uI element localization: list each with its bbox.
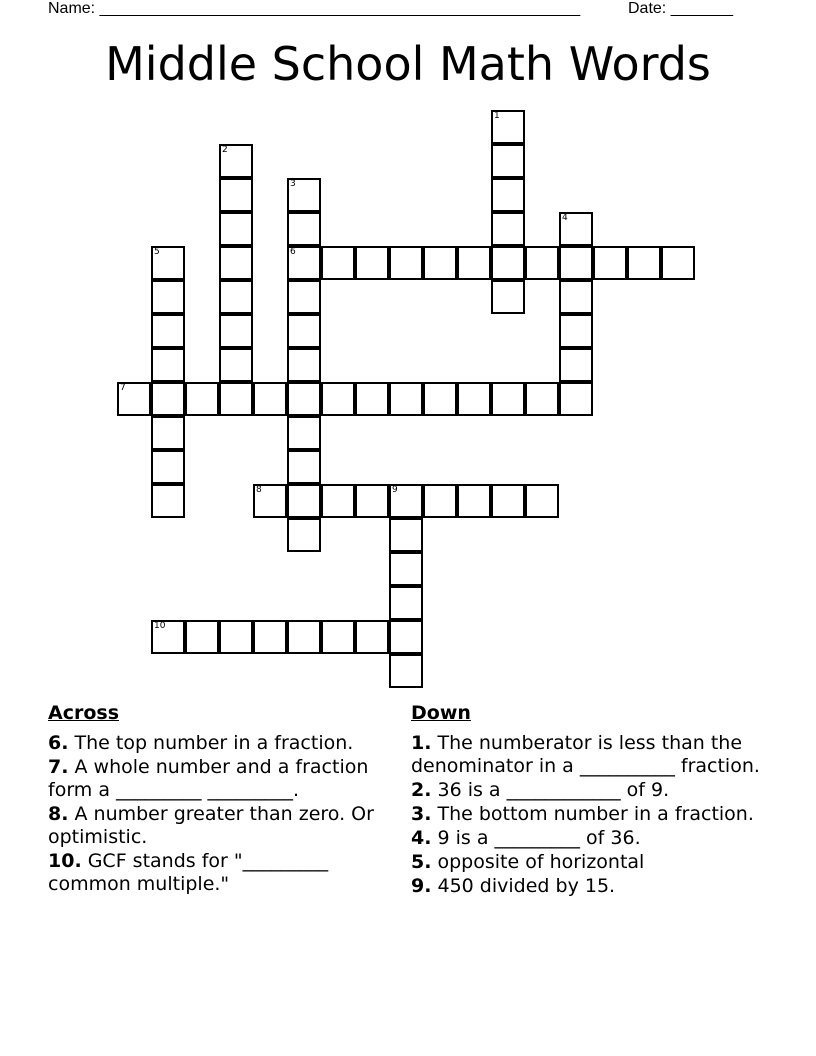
grid-cell[interactable] xyxy=(389,484,423,518)
grid-cell[interactable] xyxy=(491,280,525,314)
name-field-label: Name: ______________________________________________________ xyxy=(48,0,581,17)
page-title: Middle School Math Words xyxy=(105,37,711,91)
grid-cell[interactable] xyxy=(287,314,321,348)
grid-cell[interactable] xyxy=(219,620,253,654)
grid-cell[interactable] xyxy=(287,416,321,450)
grid-cell[interactable] xyxy=(389,586,423,620)
grid-cell[interactable] xyxy=(389,382,423,416)
grid-cell[interactable] xyxy=(151,382,185,416)
clue-down-4: 4. 9 is a _________ of 36. xyxy=(411,827,641,849)
grid-cell[interactable] xyxy=(151,246,185,280)
grid-cell[interactable] xyxy=(593,246,627,280)
grid-cell[interactable] xyxy=(525,382,559,416)
grid-cell[interactable] xyxy=(219,382,253,416)
clue-down-9: 9. 450 divided by 15. xyxy=(411,875,616,897)
grid-cell[interactable] xyxy=(525,484,559,518)
grid-cell[interactable] xyxy=(491,246,525,280)
grid-cell[interactable] xyxy=(559,280,593,314)
clue-across-7: 7. A whole number and a fraction form a _________ _________. xyxy=(48,756,369,801)
across-clues xyxy=(48,700,383,897)
grid-cell[interactable] xyxy=(287,178,321,212)
grid-cell[interactable] xyxy=(151,416,185,450)
grid-cell[interactable] xyxy=(321,382,355,416)
clue-down-3: 3. The bottom number in a fraction. xyxy=(411,803,754,825)
date-field-label: Date: _______ xyxy=(628,0,733,17)
clue-across-6: 6. The top number in a fraction. xyxy=(48,732,354,754)
grid-cell[interactable] xyxy=(559,348,593,382)
clue-number: 1 xyxy=(494,111,500,121)
grid-cell[interactable] xyxy=(355,382,389,416)
across-heading: Across xyxy=(48,702,120,724)
grid-cell[interactable] xyxy=(389,518,423,552)
clue-number: 7 xyxy=(120,383,126,393)
grid-cell[interactable] xyxy=(389,620,423,654)
grid-cell[interactable] xyxy=(287,382,321,416)
grid-cell[interactable] xyxy=(321,620,355,654)
grid-cell[interactable] xyxy=(287,450,321,484)
grid-cell[interactable] xyxy=(559,212,593,246)
clue-down-2: 2. 36 is a ____________ of 9. xyxy=(411,779,670,801)
grid-cell[interactable] xyxy=(151,450,185,484)
grid-cell[interactable] xyxy=(151,280,185,314)
grid-cell[interactable] xyxy=(253,484,287,518)
clue-number: 6 xyxy=(290,247,296,257)
clue-number: 3 xyxy=(290,179,296,189)
grid-cell[interactable] xyxy=(287,620,321,654)
clue-number: 4 xyxy=(562,213,568,223)
grid-cell[interactable] xyxy=(661,246,695,280)
grid-cell[interactable] xyxy=(389,246,423,280)
clue-across-8: 8. A number greater than zero. Or optimistic. xyxy=(48,803,374,848)
grid-cell[interactable] xyxy=(627,246,661,280)
grid-cell[interactable] xyxy=(457,382,491,416)
grid-cell[interactable] xyxy=(525,246,559,280)
grid-cell[interactable] xyxy=(151,484,185,518)
grid-cell[interactable] xyxy=(151,348,185,382)
grid-cell[interactable] xyxy=(185,382,219,416)
grid-cell[interactable] xyxy=(355,246,389,280)
grid-cell[interactable] xyxy=(389,654,423,688)
clue-number: 8 xyxy=(256,485,262,495)
grid-cell[interactable] xyxy=(559,314,593,348)
grid-cell[interactable] xyxy=(389,552,423,586)
grid-cell[interactable] xyxy=(287,280,321,314)
grid-cell[interactable] xyxy=(559,382,593,416)
grid-cell[interactable] xyxy=(219,212,253,246)
grid-cell[interactable] xyxy=(185,620,219,654)
down-clues xyxy=(411,700,771,899)
grid-cell[interactable] xyxy=(423,246,457,280)
grid-cell[interactable] xyxy=(287,518,321,552)
down-heading: Down xyxy=(411,702,471,724)
grid-cell[interactable] xyxy=(219,246,253,280)
grid-cell[interactable] xyxy=(151,314,185,348)
clue-across-10: 10. GCF stands for "_________ common multiple." xyxy=(48,850,329,895)
clue-number: 10 xyxy=(154,621,166,631)
grid-cell[interactable] xyxy=(423,382,457,416)
clue-number: 9 xyxy=(392,485,398,495)
grid-cell[interactable] xyxy=(253,382,287,416)
grid-cell[interactable] xyxy=(253,620,287,654)
clue-down-5: 5. opposite of horizontal xyxy=(411,851,645,873)
grid-cell[interactable] xyxy=(219,280,253,314)
grid-cell[interactable] xyxy=(457,246,491,280)
grid-cell[interactable] xyxy=(151,620,185,654)
grid-cell[interactable] xyxy=(423,484,457,518)
grid-cell[interactable] xyxy=(491,484,525,518)
grid-cell[interactable] xyxy=(219,178,253,212)
clue-number: 2 xyxy=(222,145,228,155)
clue-down-1: 1. The numberator is less than the denominator in a __________ fraction. xyxy=(411,732,760,777)
grid-cell[interactable] xyxy=(219,348,253,382)
grid-cell[interactable] xyxy=(491,110,525,144)
grid-cell[interactable] xyxy=(491,382,525,416)
grid-cell[interactable] xyxy=(491,144,525,178)
grid-cell[interactable] xyxy=(355,484,389,518)
grid-cell[interactable] xyxy=(321,246,355,280)
grid-cell[interactable] xyxy=(287,348,321,382)
grid-cell[interactable] xyxy=(287,246,321,280)
grid-cell[interactable] xyxy=(117,382,151,416)
grid-cell[interactable] xyxy=(219,144,253,178)
grid-cell[interactable] xyxy=(355,620,389,654)
grid-cell[interactable] xyxy=(219,314,253,348)
grid-cell[interactable] xyxy=(287,212,321,246)
grid-cell[interactable] xyxy=(491,212,525,246)
grid-cell[interactable] xyxy=(457,484,491,518)
grid-cell[interactable] xyxy=(321,484,355,518)
grid-cell[interactable] xyxy=(287,484,321,518)
grid-cell[interactable] xyxy=(491,178,525,212)
grid-cell[interactable] xyxy=(559,246,593,280)
clue-number: 5 xyxy=(154,247,160,257)
